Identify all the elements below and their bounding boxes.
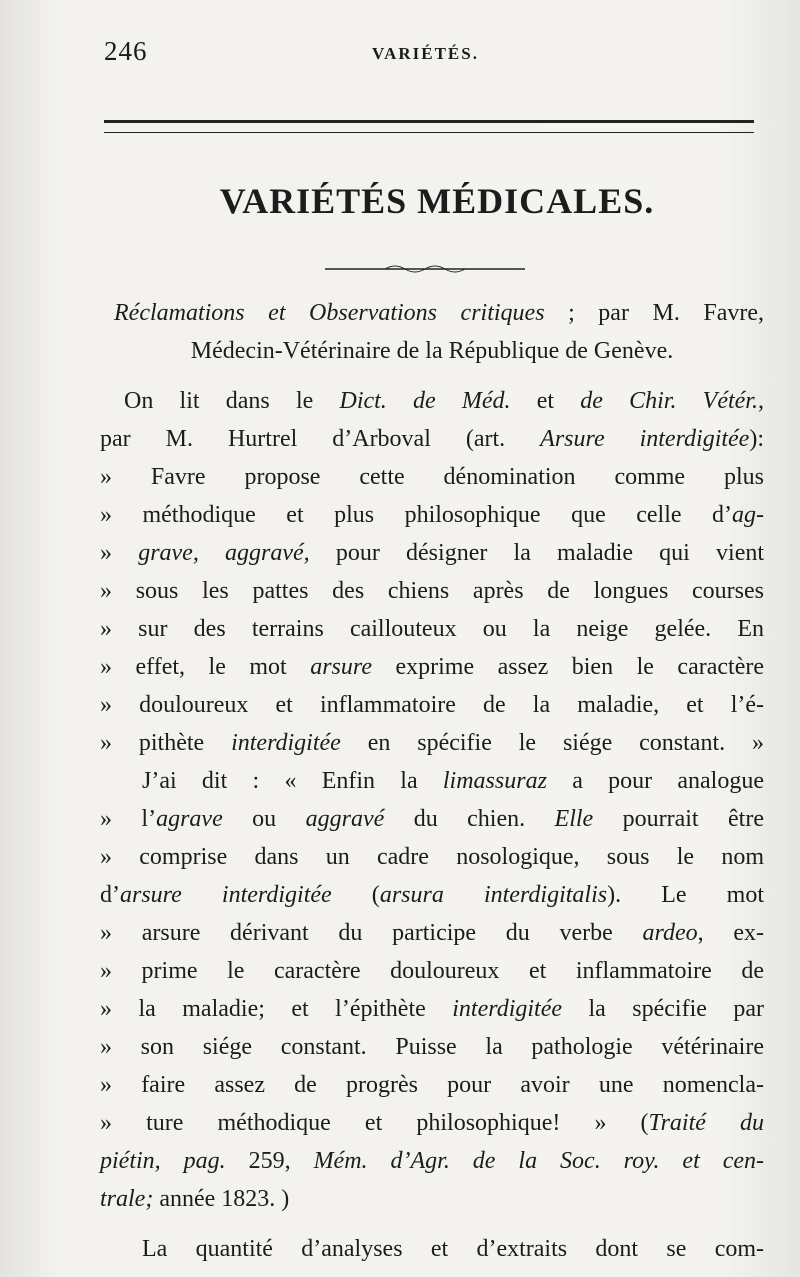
text-line bbox=[100, 952, 764, 990]
text-run: » prime le caractère douloureux et inflammatoire de bbox=[100, 958, 764, 984]
italic-text: Réclamations et Observations critiques bbox=[114, 300, 545, 326]
italic-text: piétin, pag. bbox=[100, 1148, 226, 1174]
italic-text: grave, aggravé, bbox=[138, 540, 310, 566]
text-run: 259, bbox=[225, 1148, 314, 1174]
page-header bbox=[104, 36, 754, 76]
text-run: pourrait être bbox=[593, 806, 764, 832]
text-run: par M. Hurtrel d’Arboval (art. bbox=[100, 426, 541, 452]
text-run: » effet, le mot bbox=[100, 654, 311, 680]
text-run: » sur des terrains caillouteux ou la neige gelée. En bbox=[100, 616, 764, 642]
text-line bbox=[100, 1104, 764, 1142]
text-run: On lit dans le bbox=[124, 388, 340, 414]
text-run: La quantité d’analyses et d’extraits dont se com- bbox=[142, 1236, 764, 1262]
text-run: ( bbox=[331, 882, 380, 908]
text-line bbox=[100, 496, 764, 534]
italic-text: Arsure interdigitée bbox=[540, 426, 750, 452]
text-run: » son siége constant. Puisse la pathologie vétérinaire bbox=[100, 1034, 764, 1060]
text-line bbox=[100, 1230, 764, 1268]
text-run: et bbox=[510, 388, 581, 414]
text-line bbox=[100, 724, 764, 762]
text-line bbox=[100, 294, 764, 332]
text-run: » bbox=[100, 540, 139, 566]
text-run: ). Le mot bbox=[607, 882, 765, 908]
italic-text: arsure bbox=[310, 654, 372, 680]
text-run: » la maladie; et l’épithète bbox=[100, 996, 453, 1022]
paragraph-2 bbox=[100, 762, 764, 1218]
article-body bbox=[100, 294, 764, 1268]
italic-text: arsure interdigitée bbox=[120, 882, 332, 908]
text-run: » sous les pattes des chiens après de longues courses bbox=[100, 578, 764, 604]
text-run: ou bbox=[222, 806, 306, 832]
text-line bbox=[100, 800, 764, 838]
text-line bbox=[100, 420, 764, 458]
text-run: Médecin-Vétérinaire de la République de Genève. bbox=[190, 338, 674, 364]
running-head: VARIÉTÉS. bbox=[372, 44, 479, 63]
text-line bbox=[100, 572, 764, 610]
italic-text: trale; bbox=[100, 1186, 154, 1212]
text-run: , ex- bbox=[697, 920, 764, 946]
italic-text: Mém. d’Agr. de la Soc. roy. et cen- bbox=[313, 1148, 764, 1174]
text-run: » arsure dérivant du participe du verbe bbox=[100, 920, 643, 946]
text-line bbox=[100, 686, 764, 724]
text-line bbox=[100, 1180, 764, 1218]
paragraph-3 bbox=[100, 1230, 764, 1268]
text-run: d’ bbox=[100, 882, 120, 908]
text-run: pour désigner la maladie qui vient bbox=[309, 540, 765, 566]
text-run: » méthodique et plus philosophique que celle d’ bbox=[100, 502, 732, 528]
text-line bbox=[100, 332, 764, 370]
text-line bbox=[100, 838, 764, 876]
text-run: la spécifie par bbox=[562, 996, 765, 1022]
text-line bbox=[100, 1066, 764, 1104]
text-run: du chien. bbox=[384, 806, 555, 832]
italic-text: limassuraz bbox=[442, 768, 547, 794]
italic-text: de Chir. Vétér. bbox=[580, 388, 758, 414]
text-run: J’ai dit : « Enfin la bbox=[142, 768, 443, 794]
text-line bbox=[100, 762, 764, 800]
text-line bbox=[100, 610, 764, 648]
text-run: » comprise dans un cadre nosologique, sous le nom bbox=[100, 844, 764, 870]
text-run: » douloureux et inflammatoire de la maladie, et l’é- bbox=[100, 692, 764, 718]
article-title bbox=[100, 294, 764, 370]
italic-text: agrave bbox=[156, 806, 223, 832]
italic-text: interdigitée bbox=[452, 996, 562, 1022]
text-run: » faire assez de progrès pour avoir une nomencla- bbox=[100, 1072, 764, 1098]
text-line bbox=[100, 1028, 764, 1066]
text-run: » Favre propose cette dénomination comme plus bbox=[100, 464, 764, 490]
text-run: ): bbox=[749, 426, 764, 452]
text-line bbox=[100, 648, 764, 686]
text-line bbox=[100, 382, 764, 420]
text-line bbox=[100, 876, 764, 914]
ornament-divider bbox=[325, 262, 525, 276]
paragraph-1 bbox=[100, 382, 764, 762]
italic-text: aggravé bbox=[305, 806, 385, 832]
text-run: ; par M. Favre, bbox=[544, 300, 765, 326]
header-rule bbox=[104, 120, 754, 133]
italic-text: Elle bbox=[554, 806, 594, 832]
text-run: année 1823. ) bbox=[153, 1186, 290, 1212]
text-run: exprime assez bien le caractère bbox=[371, 654, 764, 680]
text-line bbox=[100, 914, 764, 952]
text-run: » pithète bbox=[100, 730, 232, 756]
text-run: a pour analogue bbox=[546, 768, 764, 794]
section-title: VARIÉTÉS MÉDICALES. bbox=[219, 181, 655, 221]
italic-text: ardeo bbox=[642, 920, 698, 946]
italic-text: interdigitée bbox=[231, 730, 341, 756]
page-number: 246 bbox=[104, 36, 148, 66]
italic-text: arsura interdigitalis bbox=[379, 882, 608, 908]
text-line bbox=[100, 458, 764, 496]
text-line bbox=[100, 534, 764, 572]
text-line bbox=[100, 1142, 764, 1180]
italic-text: Traité du bbox=[648, 1110, 765, 1136]
italic-text: ag- bbox=[732, 502, 764, 528]
text-run: » ture méthodique et philosophique! » ( bbox=[100, 1110, 649, 1136]
text-run: en spécifie le siége constant. » bbox=[340, 730, 765, 756]
text-line bbox=[100, 990, 764, 1028]
italic-text: Dict. de Méd. bbox=[339, 388, 511, 414]
text-run: » l’ bbox=[100, 806, 157, 832]
text-run: , bbox=[757, 388, 764, 414]
